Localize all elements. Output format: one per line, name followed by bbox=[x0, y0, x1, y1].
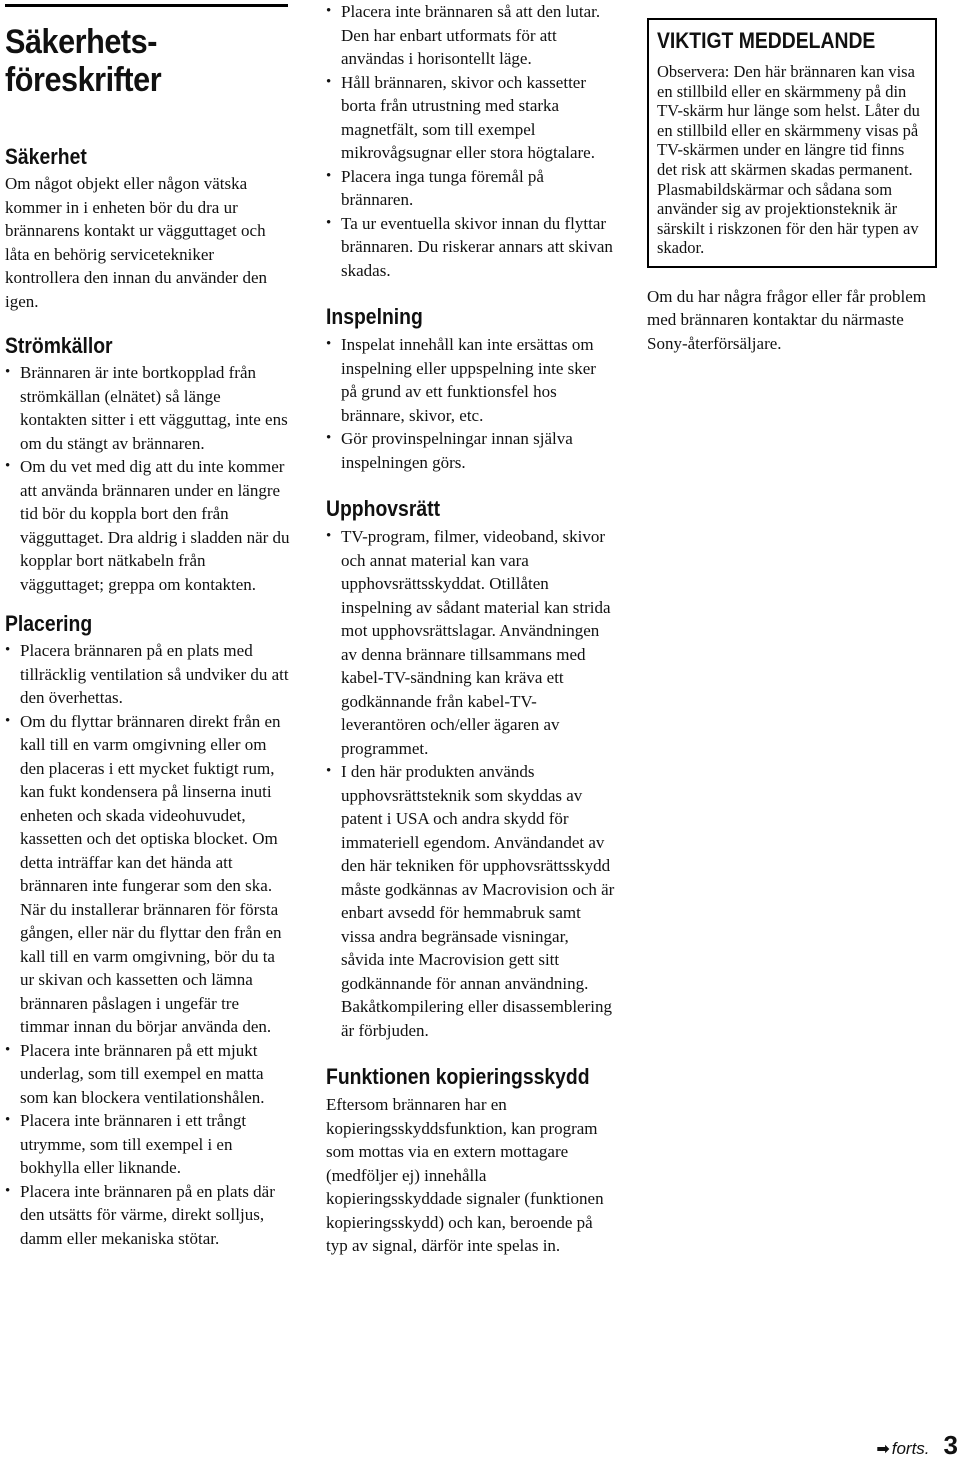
placering-list bbox=[5, 639, 290, 1250]
title-rule bbox=[5, 4, 288, 7]
continued-label: forts. bbox=[891, 1439, 930, 1458]
page-title bbox=[5, 23, 262, 99]
list-item: • Inspelat innehåll kan inte ersättas om inspelning eller uppspelning inte sker på grund av ett funktionsfel hos brännare, skivor, etc. bbox=[326, 333, 616, 427]
column-left bbox=[5, 0, 290, 1250]
heading-stromkallor: Strömkällor bbox=[5, 333, 113, 358]
important-notice-box bbox=[647, 18, 937, 268]
page-title-line-2: föreskrifter bbox=[5, 61, 162, 99]
heading-sakerhet: Säkerhet bbox=[5, 144, 87, 169]
list-item: • TV-program, filmer, videoband, skivor och annat material kan vara upphovsrättsskyddat. Otillåten inspelning av sådant material kan strida mot upphovsrättslagar. Användningen av denna brännare tillsammans med kabel-TV-sändning kan kräva ett godkännande från kabel-TV-leverantören och/eller ägaren av programmet. bbox=[326, 525, 616, 760]
sakerhet-text: Om något objekt eller någon vätska kommer in i enheten bör du dra ur brännarens kontakt ur vägguttaget och låta en behörig servicetekniker kontrollera den innan du använder den igen. bbox=[5, 174, 267, 311]
notice-heading: VIKTIGT MEDDELANDE bbox=[657, 28, 876, 53]
heading-kopieringsskydd: Funktionen kopieringsskydd bbox=[326, 1064, 590, 1089]
stromkallor-list bbox=[5, 361, 290, 596]
arrow-right-icon: ➡ bbox=[876, 1441, 890, 1458]
list-item: • Placera inga tunga föremål på brännaren. bbox=[326, 165, 616, 212]
list-item: • Om du vet med dig att du inte kommer att använda brännaren under en längre tid bör du koppla bort den från vägguttaget. Dra aldrig i sladden när du kopplar bort nätkabeln från vägguttaget; greppa om kontakten. bbox=[5, 455, 290, 596]
list-item: • Brännaren är inte bortkopplad från strömkällan (elnätet) så länge kontakten sitter i ett vägguttag, inte ens om du stängt av brännaren. bbox=[5, 361, 290, 455]
placering-list-continued bbox=[326, 0, 616, 282]
heading-placering: Placering bbox=[5, 611, 93, 636]
upphovsratt-list bbox=[326, 525, 616, 1042]
column-right bbox=[647, 0, 937, 355]
list-item: • Placera brännaren på en plats med tillräcklig ventilation så undviker du att den överhettas. bbox=[5, 639, 290, 710]
page-number: 3 bbox=[943, 1430, 958, 1460]
list-item: • I den här produkten används upphovsrättsteknik som skyddas av patent i USA och andra skydd för immateriell egendom. Användandet av den här tekniken för upphovsrättsskydd måste godkännas av Macrovision och är enbart avsedd för hemmabruk samt vissa andra begränsade visningar, såvida inte Macrovision gett sitt godkännande för annan användning. Bakåtkompilering eller disassemblering är förbjuden. bbox=[326, 760, 616, 1042]
heading-inspelning: Inspelning bbox=[326, 304, 423, 329]
column-middle bbox=[326, 0, 616, 1258]
page-footer bbox=[876, 1430, 958, 1461]
list-item: • Placera inte brännaren så att den lutar. Den har enbart utformats för att användas i horisontellt läge. bbox=[326, 0, 616, 71]
inspelning-list bbox=[326, 333, 616, 474]
kopieringsskydd-text: Eftersom brännaren har en kopieringsskyddsfunktion, kan program som mottas via en extern mottagare (medföljer ej) innehålla kopieringsskyddade signaler (funktionen kopieringsskydd) och kan, beroende på typ av signal, därför inte spelas in. bbox=[326, 1095, 604, 1255]
list-item: • Placera inte brännaren på ett mjukt underlag, som till exempel en matta som kan blockera ventilationshålen. bbox=[5, 1039, 290, 1110]
heading-upphovsratt: Upphovsrätt bbox=[326, 496, 441, 521]
list-item: • Gör provinspelningar innan själva inspelningen görs. bbox=[326, 427, 616, 474]
notice-text: Observera: Den här brännaren kan visa en stillbild eller en skärmmeny på din TV-skärm hur länge som helst. Låter du en stillbild eller en skärmmeny visas på TV-skärmen under en längre tid finns det risk att skärmen skadas permanent. Plasmabildskärmar och sådana som använder sig av projektionsteknik är särskilt i riskzonen för den här typen av skador. bbox=[657, 62, 920, 258]
list-item: • Placera inte brännaren på en plats där den utsätts för värme, direkt solljus, damm eller mekaniska stötar. bbox=[5, 1180, 290, 1251]
list-item: • Håll brännaren, skivor och kassetter borta från utrustning med starka magnetfält, som till exempel mikrovågsugnar eller stora högtalare. bbox=[326, 71, 616, 165]
list-item: • Placera inte brännaren i ett trångt utrymme, som till exempel i en bokhylla eller liknande. bbox=[5, 1109, 290, 1180]
contact-text: Om du har några frågor eller får problem med brännaren kontaktar du närmaste Sony-återförsäljare. bbox=[647, 286, 926, 353]
list-item: • Om du flyttar brännaren direkt från en kall till en varm omgivning eller om den placeras i ett mycket fuktigt rum, kan fukt kondensera på linserna inuti enheten och skada videohuvudet, kassetten och det optiska blocket. Om detta inträffar kan det hända att brännaren inte fungerar som den ska. När du installerar brännaren för första gången, eller när du flyttar den från en kall till en varm omgivning, bör du ta ur skivan och kassetten och lämna brännaren påslagen i ungefär tre timmar innan du börjar använda den. bbox=[5, 710, 290, 1039]
list-item: • Ta ur eventuella skivor innan du flyttar brännaren. Du riskerar annars att skivan skadas. bbox=[326, 212, 616, 283]
page-title-line-1: Säkerhets- bbox=[5, 23, 157, 61]
